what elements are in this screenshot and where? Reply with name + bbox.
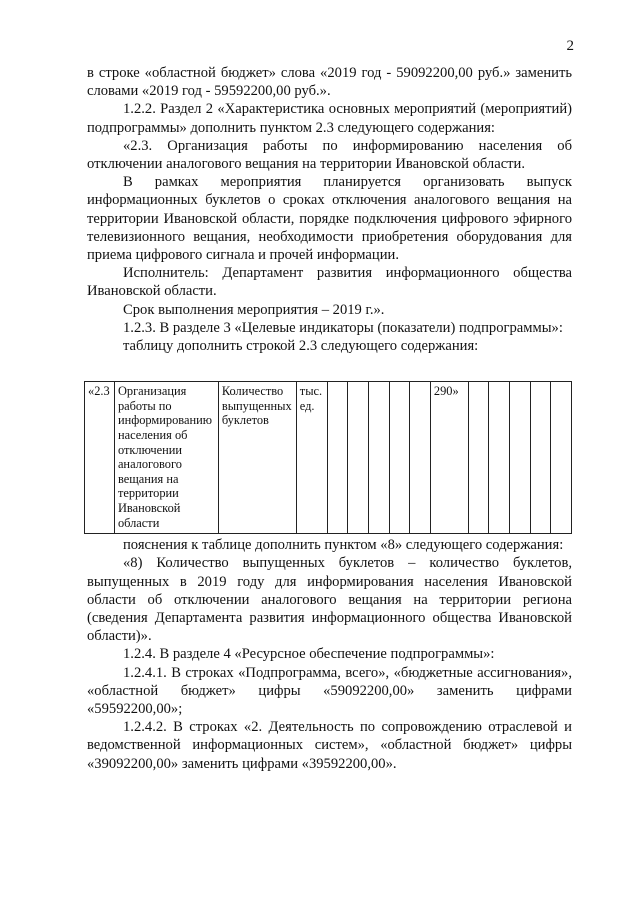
table-cell-unit: тыс. ед. [296,382,327,534]
paragraph: Исполнитель: Департамент развития информационного общества Ивановской области. [87,265,572,300]
paragraph: «8) Количество выпущенных буклетов – количество буклетов, выпущенных в 2019 году для информирования населения Ивановской области об отключении аналогового вещания на территории региона (сведения Департамента развития информационного общества Ивановской области)». [87,555,572,645]
table-cell-empty [389,382,410,534]
document-body [87,64,572,773]
table-cell-empty [510,382,531,534]
table-cell-empty [551,382,572,534]
table-cell-empty [368,382,389,534]
paragraph: пояснения к таблице дополнить пунктом «8» следующего содержания: [123,537,564,554]
table-row [85,382,572,534]
table-cell-empty [489,382,510,534]
table-cell-name: Организация работы по информированию населения об отключении аналогового вещания на территории Ивановской области [114,382,218,534]
paragraph: 1.2.4.2. В строках «2. Деятельность по сопровождению отраслевой и ведомственной информационных систем», «областной бюджет» цифры «39092200,00» заменить цифрами «39592200,00». [87,719,572,772]
paragraph: в строке «областной бюджет» слова «2019 год - 59092200,00 руб.» заменить словами «2019 год - 59592200,00 руб.». [87,65,572,100]
table-cell-empty [327,382,348,534]
paragraph: 1.2.4.1. В строках «Подпрограмма, всего», «бюджетные ассигнования», «областной бюджет» цифры «59092200,00» заменить цифрами «59592200,00»; [87,664,572,718]
indicator-table [84,381,572,534]
table-cell-empty [468,382,489,534]
paragraph: В рамках мероприятия планируется организовать выпуск информационных буклетов о сроках отключения аналогового вещания на территории Ивановской области, порядке подключения цифрового эфирного телевизионного вещания, необходимости приобретения оборудования для приема цифрового сигнала и прочей информации. [87,174,572,264]
table-cell-number: «2.3 [85,382,115,534]
table-cell-indicator: Количество выпущенных буклетов [218,382,296,534]
table-cell-empty [410,382,431,534]
paragraph: «2.3. Организация работы по информированию населения об отключении аналогового вещания на территории Ивановской области. [87,137,572,173]
paragraph: Срок выполнения мероприятия – 2019 г.». [123,301,385,318]
paragraph: 1.2.2. Раздел 2 «Характеристика основных мероприятий (мероприятий) подпрограммы» дополнить пунктом 2.3 следующего содержания: [87,101,572,136]
paragraph: таблицу дополнить строкой 2.3 следующего содержания: [123,338,479,355]
page-number: 2 [566,38,574,54]
paragraph: 1.2.3. В разделе 3 «Целевые индикаторы (показатели) подпрограммы»: [123,319,563,336]
table-cell-empty [530,382,551,534]
table-cell-empty [348,382,369,534]
table-cell-value: 290» [430,382,468,534]
paragraph: 1.2.4. В разделе 4 «Ресурсное обеспечение подпрограммы»: [123,646,495,663]
